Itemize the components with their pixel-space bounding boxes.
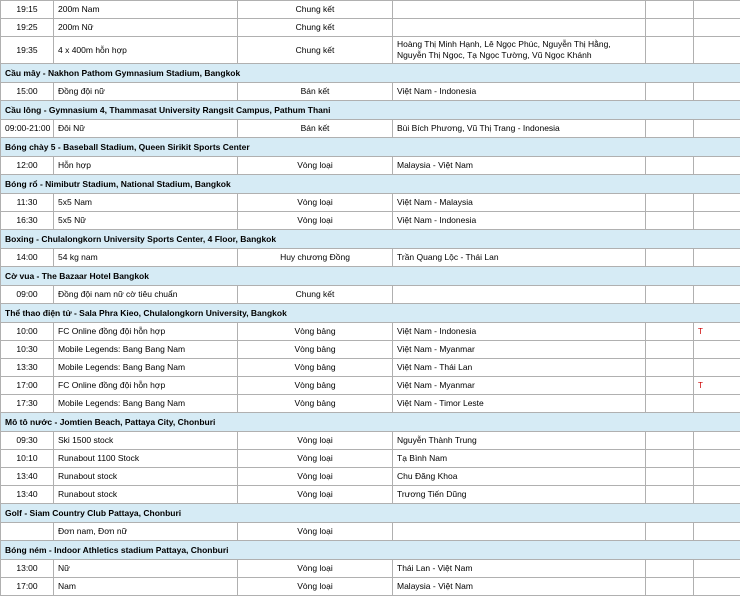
event-time: 09:30	[1, 432, 54, 450]
extra-col-1	[646, 486, 694, 504]
table-row	[1, 578, 740, 596]
event-round: Vòng loại	[238, 578, 393, 596]
venue-label: Mô tô nước - Jomtien Beach, Pattaya City, Chonburi	[1, 413, 740, 432]
extra-col-1	[646, 578, 694, 596]
event-name: Đôi Nữ	[54, 120, 238, 138]
venue-label: Bóng chày 5 - Baseball Stadium, Queen Sirikit Sports Center	[1, 138, 740, 157]
venue-header-row	[1, 101, 740, 120]
venue-label: Boxing - Chulalongkorn University Sports Center, 4 Floor, Bangkok	[1, 230, 740, 249]
event-athletes	[393, 523, 646, 541]
event-athletes: Malaysia - Việt Nam	[393, 578, 646, 596]
event-athletes: Việt Nam - Myanmar	[393, 341, 646, 359]
extra-col-1	[646, 249, 694, 267]
extra-col-1	[646, 1, 694, 19]
event-time: 17:30	[1, 395, 54, 413]
venue-header-row	[1, 504, 740, 523]
extra-col-1	[646, 286, 694, 304]
venue-header-row	[1, 304, 740, 323]
extra-col-1	[646, 359, 694, 377]
extra-col-2	[694, 83, 740, 101]
venue-label: Cờ vua - The Bazaar Hotel Bangkok	[1, 267, 740, 286]
extra-col-2	[694, 194, 740, 212]
event-round: Vòng loại	[238, 432, 393, 450]
event-round: Vòng loại	[238, 450, 393, 468]
venue-header-row	[1, 230, 740, 249]
event-athletes: Malaysia - Việt Nam	[393, 157, 646, 175]
venue-header-row	[1, 138, 740, 157]
extra-col-1	[646, 432, 694, 450]
event-time: 19:15	[1, 1, 54, 19]
extra-col-1	[646, 468, 694, 486]
event-time: 13:30	[1, 359, 54, 377]
event-round: Vòng loại	[238, 560, 393, 578]
event-round: Vòng loại	[238, 194, 393, 212]
event-time: 15:00	[1, 83, 54, 101]
event-time: 16:30	[1, 212, 54, 230]
table-row	[1, 249, 740, 267]
extra-col-1	[646, 395, 694, 413]
event-round: Vòng bảng	[238, 359, 393, 377]
event-athletes	[393, 1, 646, 19]
event-athletes: Tạ Bình Nam	[393, 450, 646, 468]
event-round: Vòng loại	[238, 486, 393, 504]
extra-col-1	[646, 19, 694, 37]
table-row	[1, 468, 740, 486]
event-round: Vòng bảng	[238, 377, 393, 395]
table-row	[1, 432, 740, 450]
event-athletes: Việt Nam - Myanmar	[393, 377, 646, 395]
event-athletes: Việt Nam - Indonesia	[393, 83, 646, 101]
venue-label: Cầu mây - Nakhon Pathom Gymnasium Stadium, Bangkok	[1, 64, 740, 83]
event-athletes	[393, 19, 646, 37]
event-round: Bán kết	[238, 83, 393, 101]
table-row	[1, 341, 740, 359]
event-athletes: Trần Quang Lộc - Thái Lan	[393, 249, 646, 267]
event-round: Vòng loại	[238, 212, 393, 230]
table-row	[1, 395, 740, 413]
event-time: 19:35	[1, 37, 54, 64]
event-time: 12:00	[1, 157, 54, 175]
venue-label: Bóng ném - Indoor Athletics stadium Pattaya, Chonburi	[1, 541, 740, 560]
event-round: Chung kết	[238, 19, 393, 37]
extra-col-2	[694, 157, 740, 175]
event-time: 17:00	[1, 377, 54, 395]
extra-col-2	[694, 249, 740, 267]
event-athletes: Thái Lan - Việt Nam	[393, 560, 646, 578]
event-name: Nam	[54, 578, 238, 596]
event-time: 10:30	[1, 341, 54, 359]
venue-header-row	[1, 64, 740, 83]
event-round: Chung kết	[238, 286, 393, 304]
extra-col-1	[646, 450, 694, 468]
event-time: 19:25	[1, 19, 54, 37]
event-time: 10:00	[1, 323, 54, 341]
extra-col-2	[694, 212, 740, 230]
event-name: 200m Nữ	[54, 19, 238, 37]
event-time: 13:40	[1, 486, 54, 504]
table-row	[1, 194, 740, 212]
event-name: Runabout stock	[54, 486, 238, 504]
extra-col-1	[646, 120, 694, 138]
extra-col-2	[694, 120, 740, 138]
table-row	[1, 120, 740, 138]
table-row	[1, 1, 740, 19]
extra-col-1	[646, 157, 694, 175]
event-round: Bán kết	[238, 120, 393, 138]
event-round: Chung kết	[238, 37, 393, 64]
event-round: Vòng bảng	[238, 395, 393, 413]
event-round: Huy chương Đồng	[238, 249, 393, 267]
extra-col-2	[694, 37, 740, 64]
venue-header-row	[1, 267, 740, 286]
event-name: Đơn nam, Đơn nữ	[54, 523, 238, 541]
event-round: Vòng bảng	[238, 323, 393, 341]
table-row	[1, 377, 740, 395]
event-athletes: Việt Nam - Malaysia	[393, 194, 646, 212]
table-row	[1, 323, 740, 341]
extra-col-2	[694, 341, 740, 359]
venue-label: Bóng rổ - Nimibutr Stadium, National Stadium, Bangkok	[1, 175, 740, 194]
event-name: Mobile Legends: Bang Bang Nam	[54, 359, 238, 377]
table-row	[1, 37, 740, 64]
event-name: Đồng đội nữ	[54, 83, 238, 101]
event-name: Runabout stock	[54, 468, 238, 486]
extra-col-2	[694, 286, 740, 304]
extra-col-2	[694, 450, 740, 468]
event-time: 09:00-21:00	[1, 120, 54, 138]
table-row	[1, 19, 740, 37]
event-athletes: Việt Nam - Thái Lan	[393, 359, 646, 377]
event-athletes: Trương Tiến Dũng	[393, 486, 646, 504]
event-name: Mobile Legends: Bang Bang Nam	[54, 395, 238, 413]
event-time: 14:00	[1, 249, 54, 267]
table-row	[1, 286, 740, 304]
table-row	[1, 450, 740, 468]
venue-label: Thể thao điện tử - Sala Phra Kieo, Chulalongkorn University, Bangkok	[1, 304, 740, 323]
extra-col-2	[694, 19, 740, 37]
table-row	[1, 523, 740, 541]
extra-col-2: T	[694, 377, 740, 395]
event-athletes: Việt Nam - Indonesia	[393, 212, 646, 230]
table-row	[1, 157, 740, 175]
event-round: Vòng bảng	[238, 341, 393, 359]
event-name: Ski 1500 stock	[54, 432, 238, 450]
event-time: 13:00	[1, 560, 54, 578]
event-name: FC Online đồng đội hỗn hợp	[54, 377, 238, 395]
event-name: 4 x 400m hỗn hợp	[54, 37, 238, 64]
extra-col-2	[694, 468, 740, 486]
event-round: Chung kết	[238, 1, 393, 19]
table-row	[1, 83, 740, 101]
event-round: Vòng loại	[238, 523, 393, 541]
extra-col-2	[694, 395, 740, 413]
event-athletes: Bùi Bích Phương, Vũ Thị Trang - Indonesia	[393, 120, 646, 138]
extra-col-2	[694, 523, 740, 541]
event-athletes: Chu Đăng Khoa	[393, 468, 646, 486]
extra-col-1	[646, 37, 694, 64]
event-athletes: Nguyễn Thành Trung	[393, 432, 646, 450]
event-name: Nữ	[54, 560, 238, 578]
event-name: Runabout 1100 Stock	[54, 450, 238, 468]
event-name: Hỗn hợp	[54, 157, 238, 175]
extra-col-1	[646, 323, 694, 341]
event-time: 13:40	[1, 468, 54, 486]
venue-header-row	[1, 541, 740, 560]
table-row	[1, 359, 740, 377]
event-name: 5x5 Nam	[54, 194, 238, 212]
event-time: 09:00	[1, 286, 54, 304]
venue-header-row	[1, 413, 740, 432]
event-athletes: Việt Nam - Indonesia	[393, 323, 646, 341]
event-name: 54 kg nam	[54, 249, 238, 267]
extra-col-1	[646, 83, 694, 101]
extra-col-2	[694, 486, 740, 504]
event-round: Vòng loại	[238, 468, 393, 486]
event-athletes: Việt Nam - Timor Leste	[393, 395, 646, 413]
event-time: 17:00	[1, 578, 54, 596]
extra-col-2	[694, 359, 740, 377]
extra-col-1	[646, 523, 694, 541]
venue-label: Golf - Siam Country Club Pattaya, Chonburi	[1, 504, 740, 523]
venue-header-row	[1, 175, 740, 194]
extra-col-2: T	[694, 323, 740, 341]
event-name: Mobile Legends: Bang Bang Nam	[54, 341, 238, 359]
event-name: 200m Nam	[54, 1, 238, 19]
schedule-table-body	[1, 1, 740, 596]
event-name: 5x5 Nữ	[54, 212, 238, 230]
table-row	[1, 560, 740, 578]
event-name: FC Online đồng đội hỗn hợp	[54, 323, 238, 341]
event-athletes: Hoàng Thị Minh Hạnh, Lê Ngọc Phúc, Nguyễn Thị Hằng, Nguyễn Thị Ngọc, Tạ Ngọc Tường, Vũ Ngọc Khánh	[393, 37, 646, 64]
event-time: 11:30	[1, 194, 54, 212]
event-time: 10:10	[1, 450, 54, 468]
extra-col-2	[694, 560, 740, 578]
extra-col-1	[646, 560, 694, 578]
extra-col-1	[646, 341, 694, 359]
extra-col-1	[646, 377, 694, 395]
table-row	[1, 486, 740, 504]
extra-col-2	[694, 578, 740, 596]
extra-col-2	[694, 432, 740, 450]
extra-col-1	[646, 212, 694, 230]
extra-col-2	[694, 1, 740, 19]
event-name: Đồng đội nam nữ cờ tiêu chuẩn	[54, 286, 238, 304]
event-round: Vòng loại	[238, 157, 393, 175]
extra-col-1	[646, 194, 694, 212]
venue-label: Cầu lông - Gymnasium 4, Thammasat University Rangsit Campus, Pathum Thani	[1, 101, 740, 120]
table-row	[1, 212, 740, 230]
event-time	[1, 523, 54, 541]
event-athletes	[393, 286, 646, 304]
